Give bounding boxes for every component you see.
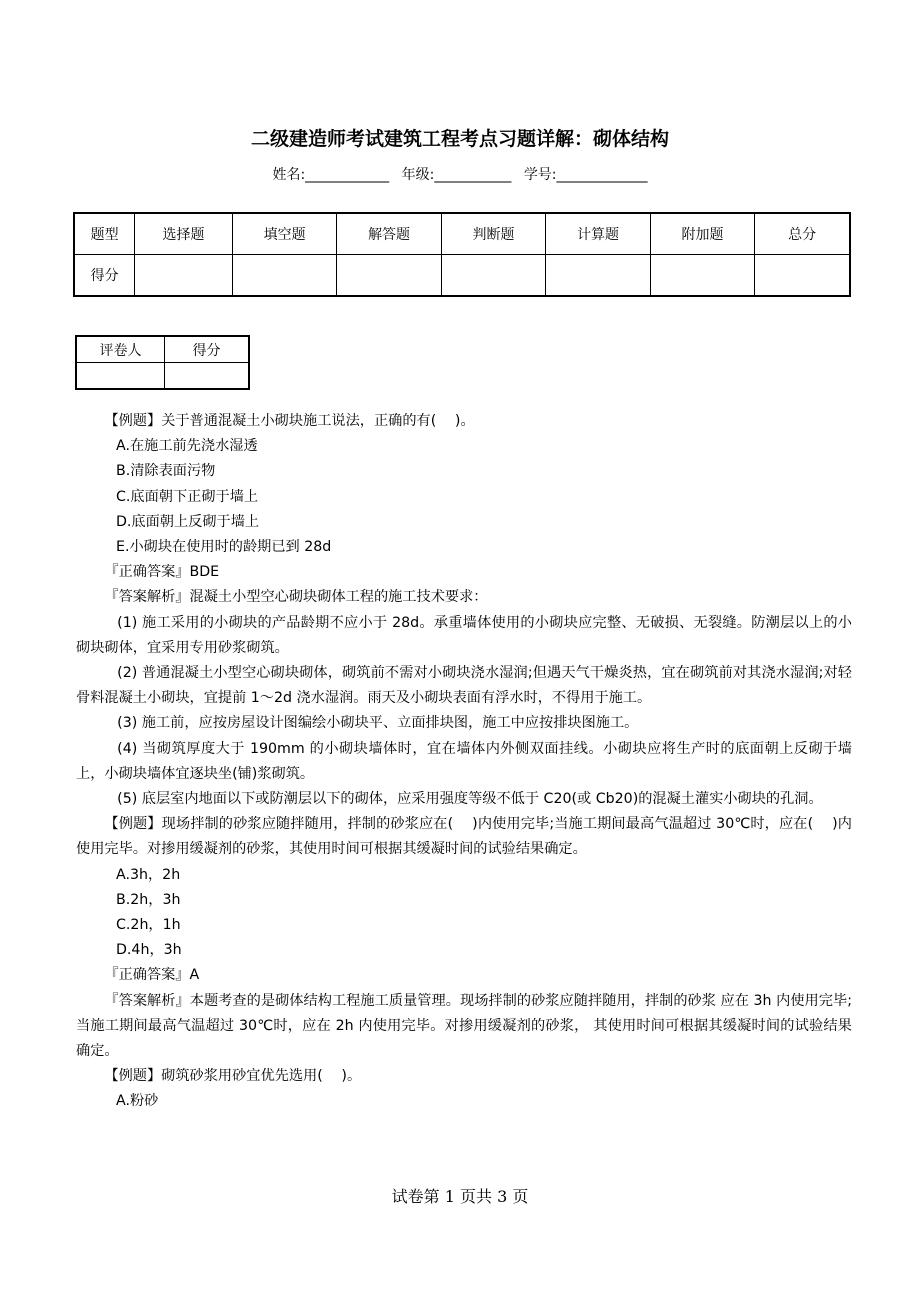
paragraph: 『正确答案』BDE bbox=[104, 564, 220, 581]
score-cell[interactable] bbox=[441, 255, 545, 297]
score-header: 题型 bbox=[74, 213, 135, 255]
answer-option: B.清除表面污物 bbox=[116, 463, 216, 480]
paragraph: 『答案解析』本题考查的是砌体结构工程施工质量管理。现场拌制的砂浆应随拌随用，拌制的砂浆 应在 3h 内使用完毕;当施工期间最高气温超过 30℃时，应在 2h 内使用完毕。对掺用缓凝剂的砂浆， 其使用时间可根据其缓凝时间的试验结果确定。 bbox=[76, 992, 852, 1060]
score-cell[interactable] bbox=[135, 255, 233, 297]
answer-option: C.底面朝下正砌于墙上 bbox=[116, 488, 259, 505]
paragraph: (1) 施工采用的小砌块的产品龄期不应小于 28d。承重墙体使用的小砌块应完整、无破损、无裂缝。防潮层以上的小砌块砌体，宜采用专用砂浆砌筑。 bbox=[76, 614, 852, 656]
paragraph: 【例题】关于普通混凝土小砌块施工说法，正确的有( )。 bbox=[104, 413, 475, 429]
answer-option: E.小砌块在使用时的龄期已到 28d bbox=[116, 539, 332, 556]
question-content bbox=[76, 409, 852, 1115]
grader-score-cell[interactable] bbox=[165, 363, 250, 390]
score-header: 计算题 bbox=[546, 213, 650, 255]
paragraph: 【例题】砌筑砂浆用砂宜优先选用( )。 bbox=[104, 1068, 362, 1085]
score-cell[interactable] bbox=[337, 255, 441, 297]
paragraph: 『正确答案』A bbox=[104, 967, 200, 984]
paragraph: 【例题】现场拌制的砂浆应随拌随用，拌制的砂浆应在( )内使用完毕;当施工期间最高气温超过 30℃时，应在( )内使用完毕。对掺用缓凝剂的砂浆，其使用时间可根据其缓凝时间的试验结果确定。 bbox=[76, 816, 852, 858]
student-info bbox=[0, 164, 920, 184]
score-header: 总分 bbox=[755, 213, 850, 255]
score-header: 解答题 bbox=[337, 213, 441, 255]
score-header: 判断题 bbox=[441, 213, 545, 255]
answer-option: A.粉砂 bbox=[116, 1093, 159, 1110]
score-cell[interactable] bbox=[232, 255, 336, 297]
score-row-label: 得分 bbox=[74, 255, 135, 297]
grader-score-header: 得分 bbox=[165, 336, 250, 363]
answer-option: B.2h，3h bbox=[116, 891, 181, 908]
score-cell[interactable] bbox=[755, 255, 850, 297]
score-cell[interactable] bbox=[650, 255, 754, 297]
paragraph: (5) 底层室内地面以下或防潮层以下的砌体，应采用强度等级不低于 C20(或 Cb20)的混凝土灌实小砌块的孔洞。 bbox=[117, 791, 823, 808]
name-field[interactable]: 姓名:____________ bbox=[272, 167, 390, 183]
id-field[interactable]: 学号:_____________ bbox=[523, 167, 648, 183]
grader-cell[interactable] bbox=[76, 363, 165, 390]
page-title: 二级建造师考试建筑工程考点习题详解：砌体结构 bbox=[250, 128, 669, 150]
grader-table bbox=[75, 335, 250, 390]
grade-field[interactable]: 年级:___________ bbox=[401, 167, 512, 183]
score-header: 选择题 bbox=[135, 213, 233, 255]
answer-option: D.4h，3h bbox=[116, 942, 182, 959]
score-cell[interactable] bbox=[546, 255, 650, 297]
paragraph: (4) 当砌筑厚度大于 190mm 的小砌块墙体时，宜在墙体内外侧双面挂线。小砌块应将生产时的底面朝上反砌于墙上，小砌块墙体宜逐块坐(铺)浆砌筑。 bbox=[76, 740, 852, 782]
answer-option: A.3h，2h bbox=[116, 866, 181, 883]
paragraph: 『答案解析』混凝土小型空心砌块砌体工程的施工技术要求： bbox=[104, 589, 488, 606]
answer-option: A.在施工前先浇水湿透 bbox=[116, 438, 258, 455]
score-header: 附加题 bbox=[650, 213, 754, 255]
score-table bbox=[73, 212, 851, 297]
paragraph: (2) 普通混凝土小型空心砌块砌体，砌筑前不需对小砌块浇水湿润;但遇天气干燥炎热，宜在砌筑前对其浇水湿润;对轻骨料混凝土小砌块，宜提前 1～2d 浇水湿润。雨天及小砌块表面有浮水时，不得用于施工。 bbox=[76, 665, 852, 707]
grader-header: 评卷人 bbox=[76, 336, 165, 363]
paragraph: (3) 施工前，应按房屋设计图编绘小砌块平、立面排块图，施工中应按排块图施工。 bbox=[117, 715, 639, 732]
answer-option: C.2h，1h bbox=[116, 917, 181, 934]
answer-option: D.底面朝上反砌于墙上 bbox=[116, 513, 260, 530]
score-header: 填空题 bbox=[232, 213, 336, 255]
page-footer: 试卷第 1 页共 3 页 bbox=[391, 1187, 529, 1206]
